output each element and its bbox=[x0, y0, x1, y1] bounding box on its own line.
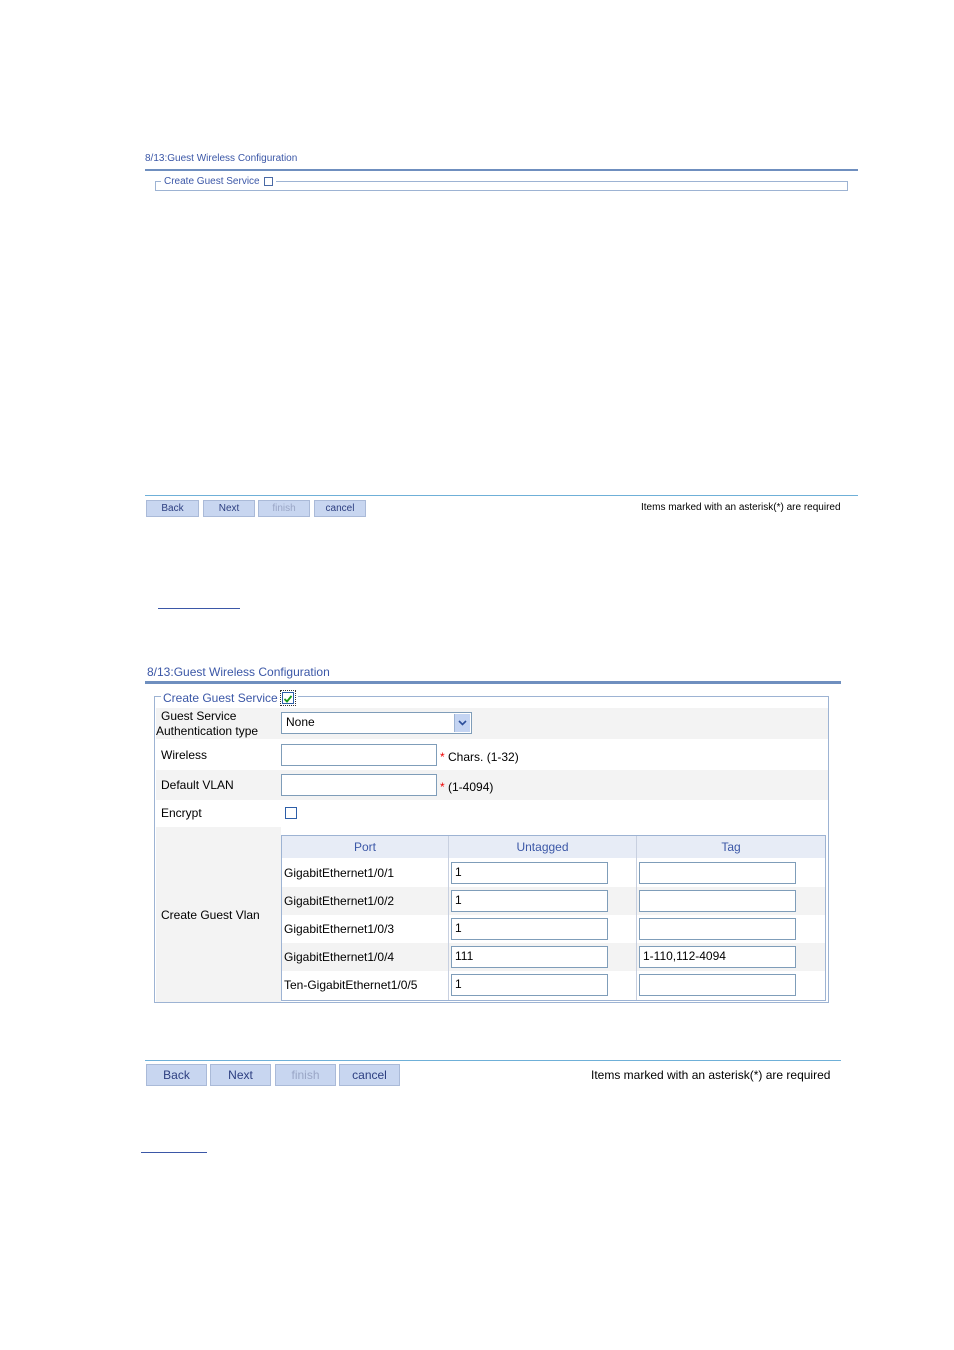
required-star-2: * bbox=[440, 780, 445, 794]
title-divider-2 bbox=[145, 681, 841, 684]
wireless-hint-text: Chars. (1-32) bbox=[448, 750, 519, 764]
untagged-input[interactable]: 1 bbox=[451, 974, 608, 996]
page-title-2: 8/13:Guest Wireless Configuration bbox=[147, 665, 330, 679]
untagged-input[interactable]: 111 bbox=[451, 946, 608, 968]
vlan-label: Default VLAN bbox=[161, 778, 234, 792]
guest-service-legend-2 bbox=[161, 690, 298, 706]
encrypt-checkbox[interactable] bbox=[285, 807, 297, 819]
next-button[interactable]: Next bbox=[203, 500, 255, 517]
cancel-button-2[interactable]: cancel bbox=[339, 1064, 400, 1086]
wireless-input[interactable] bbox=[281, 744, 437, 766]
wireless-label: Wireless bbox=[161, 748, 208, 762]
encrypt-label: Encrypt bbox=[161, 806, 202, 820]
wireless-hint bbox=[440, 750, 519, 764]
vlan-input[interactable] bbox=[281, 774, 437, 796]
footer-divider bbox=[145, 495, 858, 496]
untagged-input[interactable]: 1 bbox=[451, 890, 608, 912]
create-guest-service-label-2: Create Guest Service bbox=[163, 691, 278, 705]
vlan-hint bbox=[440, 780, 493, 794]
required-note: Items marked with an asterisk(*) are required bbox=[641, 502, 841, 513]
footer-divider-2 bbox=[145, 1060, 841, 1061]
required-star: * bbox=[440, 750, 445, 764]
finish-button[interactable]: finish bbox=[258, 500, 310, 517]
guest-service-legend bbox=[161, 176, 276, 187]
header-port: Port bbox=[282, 836, 448, 858]
check-icon bbox=[283, 694, 293, 704]
tag-input[interactable]: 1-110,112-4094 bbox=[639, 946, 796, 968]
cancel-button[interactable]: cancel bbox=[314, 500, 366, 517]
next-button-2[interactable]: Next bbox=[210, 1064, 271, 1086]
checked-box bbox=[282, 692, 294, 704]
create-guest-service-label: Create Guest Service bbox=[164, 176, 260, 187]
finish-button-2[interactable]: finish bbox=[275, 1064, 336, 1086]
port-cell: Ten-GigabitEthernet1/0/5 bbox=[284, 978, 418, 992]
figure-link-2[interactable] bbox=[141, 1138, 207, 1153]
column-divider bbox=[448, 836, 449, 1000]
header-untagged: Untagged bbox=[449, 836, 636, 858]
tag-input[interactable] bbox=[639, 862, 796, 884]
auth-type-select[interactable] bbox=[281, 712, 472, 734]
port-cell: GigabitEthernet1/0/2 bbox=[284, 894, 395, 908]
untagged-input[interactable]: 1 bbox=[451, 918, 608, 940]
auth-type-label-1: Guest Service bbox=[161, 709, 237, 723]
guest-vlan-label: Create Guest Vlan bbox=[161, 908, 260, 922]
page-title: 8/13:Guest Wireless Configuration bbox=[145, 153, 298, 164]
auth-type-value: None bbox=[286, 715, 315, 729]
column-divider bbox=[636, 836, 637, 1000]
tag-input[interactable] bbox=[639, 890, 796, 912]
port-cell: GigabitEthernet1/0/4 bbox=[284, 950, 395, 964]
back-button-2[interactable]: Back bbox=[146, 1064, 207, 1086]
chevron-down-icon[interactable] bbox=[454, 714, 470, 732]
header-tag: Tag bbox=[637, 836, 825, 858]
vlan-hint-text: (1-4094) bbox=[448, 780, 494, 794]
figure-link[interactable] bbox=[158, 594, 240, 609]
auth-type-label-2: Authentication type bbox=[156, 724, 259, 738]
untagged-input[interactable]: 1 bbox=[451, 862, 608, 884]
create-guest-service-checkbox[interactable] bbox=[264, 177, 273, 186]
title-divider bbox=[145, 169, 858, 171]
tag-input[interactable] bbox=[639, 918, 796, 940]
port-cell: GigabitEthernet1/0/3 bbox=[284, 922, 395, 936]
required-note-2: Items marked with an asterisk(*) are required bbox=[591, 1068, 831, 1082]
create-guest-service-checkbox-2[interactable] bbox=[280, 690, 296, 706]
port-cell: GigabitEthernet1/0/1 bbox=[284, 866, 395, 880]
tag-input[interactable] bbox=[639, 974, 796, 996]
back-button[interactable]: Back bbox=[146, 500, 199, 517]
